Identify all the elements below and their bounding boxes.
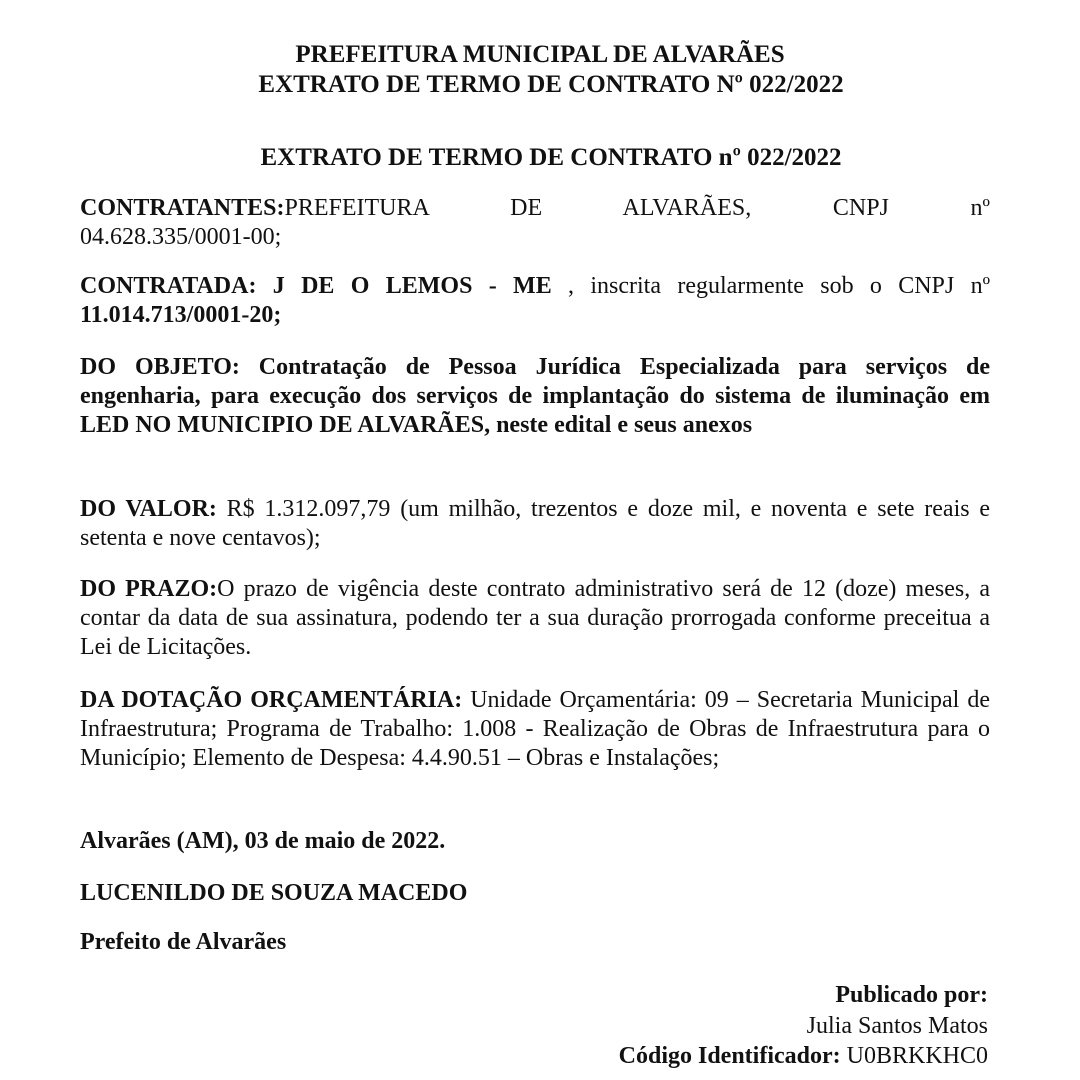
objeto-paragraph	[80, 353, 990, 440]
document-header	[0, 40, 1080, 100]
published-by-label: Publicado por:	[835, 982, 988, 1008]
publisher-name: Julia Santos Matos	[806, 1013, 988, 1039]
header-municipality: PREFEITURA MUNICIPAL DE ALVARÃES	[295, 41, 785, 68]
signatory-role: Prefeito de Alvarães	[80, 929, 287, 955]
prazo-paragraph	[80, 575, 990, 662]
objeto-text: Contratação de Pessoa Jurídica Especializada para serviços de engenharia, para execução dos serviços de implantação do sistema de iluminação em LED NO MUNICIPIO DE ALVARÃES, neste edital e seus anexos	[80, 354, 990, 438]
valor-paragraph	[80, 495, 990, 553]
contratada-paragraph	[80, 272, 990, 330]
identifier-code	[619, 1042, 988, 1071]
contratantes-text: PREFEITURA DE ALVARÃES, CNPJ nº	[284, 195, 990, 221]
contratada-text: , inscrita regularmente sob o CNPJ nº	[551, 273, 991, 299]
dotacao-label: DA DOTAÇÃO ORÇAMENTÁRIA:	[80, 687, 463, 713]
dotacao-paragraph	[80, 686, 990, 773]
dotacao-text: Unidade Orçamentária: 09 – Secretaria Municipal de Infraestrutura; Programa de Trabalho: 1.008 - Realização de Obras de Infraestrutura para o Município; Elemento de Despesa: 4.4.90.51 – Obras e Instalações;	[80, 687, 990, 771]
identifier-code-label: Código Identificador:	[618, 1043, 841, 1069]
prazo-label: DO PRAZO:	[80, 576, 218, 602]
header-contract-title: EXTRATO DE TERMO DE CONTRATO Nº 022/2022	[258, 71, 844, 98]
contratantes-label: CONTRATANTES:	[80, 195, 285, 221]
signatory-name: LUCENILDO DE SOUZA MACEDO	[80, 880, 468, 906]
valor-text: R$ 1.312.097,79 (um milhão, trezentos e doze mil, e noventa e sete reais e setenta e nove centavos);	[80, 496, 990, 551]
contratantes-cnpj: 04.628.335/0001-00;	[80, 224, 282, 250]
objeto-label: DO OBJETO:	[80, 354, 240, 380]
contratada-cnpj: 11.014.713/0001-20;	[80, 302, 282, 328]
document-subtitle: EXTRATO DE TERMO DE CONTRATO nº 022/2022	[260, 144, 842, 171]
contratada-label: CONTRATADA: J DE O LEMOS - ME	[80, 273, 552, 299]
place-date: Alvarães (AM), 03 de maio de 2022.	[80, 828, 446, 854]
prazo-text: O prazo de vigência deste contrato administrativo será de 12 (doze) meses, a contar da data de sua assinatura, podendo ter a sua duração prorrogada conforme preceitua a Lei de Licitações.	[80, 576, 991, 660]
contratantes-paragraph	[80, 194, 990, 223]
identifier-code-value: U0BRKKHC0	[840, 1043, 988, 1069]
valor-label: DO VALOR:	[80, 496, 217, 522]
